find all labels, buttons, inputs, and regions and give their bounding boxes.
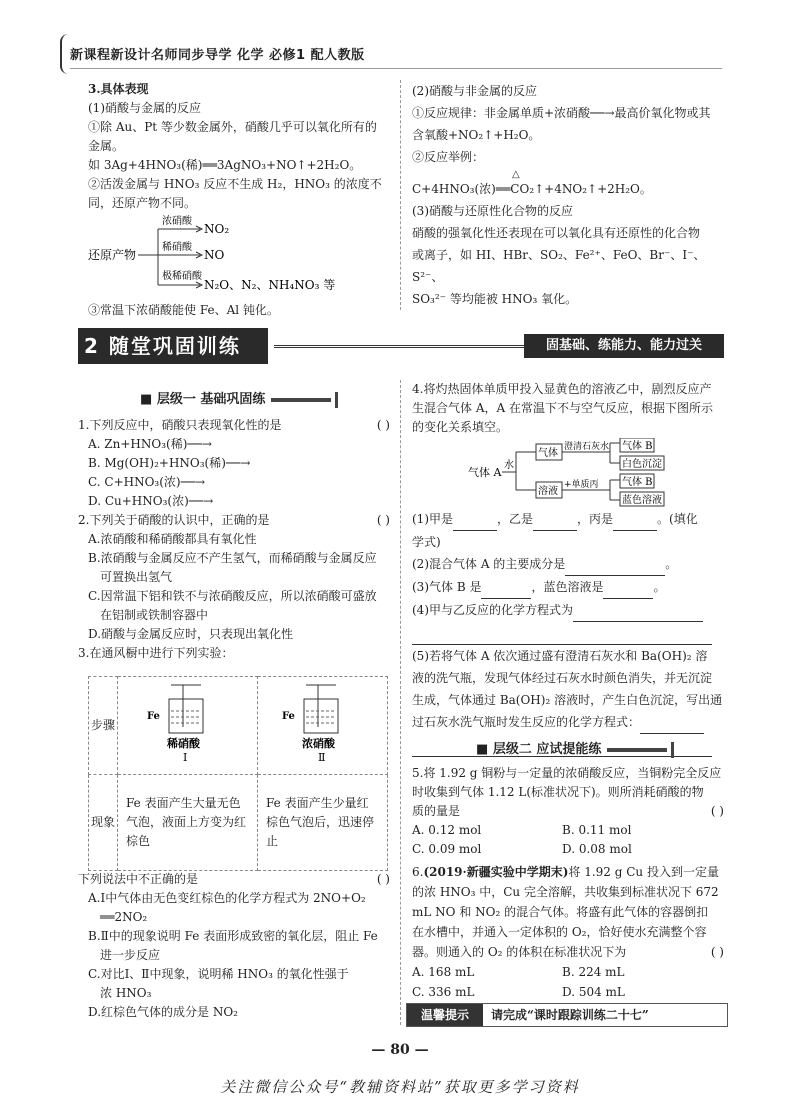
branch-product: NO₂ [204, 222, 230, 236]
q6-options-row: C. 336 mL D. 504 mL [412, 985, 625, 999]
column-divider [400, 380, 401, 1025]
flow-diagram [464, 438, 704, 508]
row-head-observation: 现象 [89, 775, 118, 871]
q4-part1-end: 学式) [412, 535, 441, 549]
text-line: (2)硝酸与非金属的反应 [412, 84, 537, 98]
fe-label: Fe [281, 710, 295, 722]
q5-line: 5.将 1.92 g 铜粉与一定量的浓硝酸反应，当铜粉完全反应 [412, 766, 722, 780]
bottom-left-column [78, 416, 390, 663]
equation-line [412, 169, 724, 200]
flow-white-precipitate: 白色沉淀 [622, 459, 662, 470]
page-number: — 80 — [371, 1042, 429, 1058]
option: C.因常温下铝和铁不与浓硝酸反应，所以浓硝酸可盛放 [88, 589, 377, 603]
experiment-number: Ⅱ [317, 750, 325, 763]
option: D.红棕色气体的成分是 NO₂ [88, 1005, 238, 1019]
q4-part5: 过石灰水洗气瓶时发生反应的化学方程式： [412, 711, 724, 734]
heading: 3.具体表现 [88, 82, 149, 96]
branch-label: 稀硝酸 [162, 242, 192, 253]
beaker-dilute-icon [143, 683, 233, 763]
top-right-column [412, 80, 724, 310]
flow-solution: 溶液 [538, 486, 558, 497]
option: ══2NO₂ [100, 910, 148, 924]
text-line: (3)硝酸与还原性化合物的反应 [412, 204, 573, 218]
acid-label: 浓硝酸 [301, 736, 335, 750]
option: 在铝制或铁制容器中 [100, 608, 209, 622]
text-line: 的变化关系填空。 [412, 420, 509, 434]
text-line: SO₃²⁻ 等均能被 HNO₃ 氧化。 [412, 292, 578, 306]
q6-line: 器。则通入的 O₂ 的体积在标准状况下为 ( ) [412, 945, 724, 959]
header-rule [70, 68, 722, 69]
reduction-products-diagram [88, 213, 388, 295]
branch-label: 浓硝酸 [162, 216, 192, 227]
question-3-stem: 3.在通风橱中进行下列实验： [78, 646, 234, 660]
observation-2: Fe 表面产生少量红棕色气泡后，迅速停止 [258, 775, 388, 871]
text-line: 或离子，如 HI、HBr、SO₂、Fe²⁺、FeO、Br⁻、I⁻、S²⁻、 [412, 248, 706, 284]
option: C.对比Ⅰ、Ⅱ中现象，说明稀 HNO₃ 的氧化性强于 [88, 967, 349, 981]
acid-label: 稀硝酸 [166, 736, 200, 750]
flow-single-c: +单质丙 [564, 480, 599, 490]
flow-gas-a: 气体 A [468, 466, 502, 479]
q4-part5: 液的洗气瓶，发现气体经过石灰水时颜色消失，并无沉淀 [412, 671, 713, 685]
q6-line: 在水槽中，并通入一定体积的 O₂，恰好使水充满整个容 [412, 925, 707, 939]
q6-line: mL NO 和 NO₂ 的混合气体。将盛有此气体的容器倒扣 [412, 905, 709, 919]
level-one-heading: ■ 层级一 基础巩固练 [140, 388, 338, 408]
q4-part5: (5)若将气体 A 依次通过盛有澄清石灰水和 Ba(OH)₂ 溶 [412, 649, 708, 663]
text-line: (1)硝酸与金属的反应 [88, 101, 201, 115]
text-line: 金属。 [88, 139, 125, 153]
text-line: ①除 Au、Pt 等少数金属外，硝酸几乎可以氧化所有的 [88, 120, 377, 134]
observation-1: Fe 表面产生大量无色气泡，液面上方变为红棕色 [118, 775, 258, 871]
section-title: 2 随堂巩固训练 [78, 328, 268, 364]
header-bracket [60, 34, 70, 74]
flow-gas: 气体 [538, 448, 558, 459]
flow-gas-b2: 气体 B [622, 477, 653, 488]
text-line: ③常温下浓硝酸能使 Fe、Al 钝化。 [88, 303, 279, 317]
experiment-number: Ⅰ [182, 750, 187, 763]
q5-line: 时收集到气体 1.12 L(标准状况下)。则所消耗硝酸的物 [412, 785, 704, 799]
option: A.Ⅰ中气体由无色变红棕色的化学方程式为 2NO+O₂ [88, 891, 366, 905]
section-banner [78, 328, 724, 364]
heat-condition: △ [512, 169, 520, 180]
experiment-2 [258, 677, 388, 775]
reminder-text: 请完成“课时跟踪训练二十七” [491, 1008, 649, 1022]
top-left-column [88, 80, 388, 320]
option: 浓 HNO₃ [100, 986, 152, 1000]
branch-product: N₂O、N₂、NH₄NO₃ 等 [204, 278, 336, 292]
row-head-steps: 步骤 [89, 677, 118, 775]
experiment-1 [118, 677, 258, 775]
bottom-right-column [412, 380, 724, 437]
option: 可置换出氢气 [100, 570, 173, 584]
q6-options-row: A. 168 mL B. 224 mL [412, 965, 625, 979]
branch-product: NO [204, 248, 225, 262]
footer-note: 关注微信公众号“教辅资料站”获取更多学习资料 [220, 1078, 580, 1096]
reminder-box [406, 1003, 728, 1027]
option: B.浓硝酸与金属反应不产生氢气，而稀硝酸与金属反应 [88, 551, 377, 565]
flow-water: 水 [504, 460, 514, 471]
question-1-stem: 1.下列反应中，硝酸只表现氧化性的是 ( ) [78, 418, 390, 432]
text-line: 如 3Ag+4HNO₃(稀)══3AgNO₃+NO↑+2H₂O。 [88, 158, 362, 172]
text-line: ②活泼金属与 HNO₃ 反应不生成 H₂，HNO₃ 的浓度不 [88, 177, 382, 191]
text-line: ②反应举例： [412, 150, 485, 164]
q5-options-row: C. 0.09 mol D. 0.08 mol [412, 842, 632, 856]
page-header: 新课程新设计名师同步导学 化学 必修1 配人教版 [70, 48, 365, 63]
beaker-conc-icon [278, 683, 368, 763]
option: A.浓硝酸和稀硝酸都具有氧化性 [88, 532, 257, 546]
flow-gas-b: 气体 B [622, 441, 653, 452]
experiment-table [88, 676, 388, 871]
column-divider [400, 80, 401, 310]
text-line: 同，还原产物不同。 [88, 196, 197, 210]
diagram-root: 还原产物 [88, 248, 137, 262]
fe-label: Fe [146, 710, 160, 722]
text-line: 4.将灼热固体单质甲投入显黄色的溶液乙中，剧烈反应产 [412, 382, 712, 396]
branch-label: 极稀硝酸 [162, 271, 202, 282]
equation: C+4HNO₃(浓)══CO₂↑+4NO₂↑+2H₂O。 [412, 182, 652, 196]
q4-part3: (3)气体 B 是 ，蓝色溶液是 。 [412, 576, 724, 599]
text-line: 生混合气体 A，A 在常温下不与空气反应，根据下图所示 [412, 401, 713, 415]
q5-block [412, 764, 724, 859]
q4-part1: (1)甲是 ，乙是 ，丙是 。(填化 [412, 508, 724, 531]
level-one-label: 层级一 基础巩固练 [156, 392, 266, 407]
answer-line [412, 622, 724, 645]
section-tag: 固基础、练能力、能力过关 [524, 334, 724, 358]
q6-line: 6.(2019·新疆实验中学期末)将 1.92 g Cu 投入到一定量 [412, 865, 719, 879]
q5-options-row: A. 0.12 mol B. 0.11 mol [412, 823, 632, 837]
question-2-stem: 2.下列关于硝酸的认识中，正确的是 ( ) [78, 513, 390, 527]
option: B.Ⅱ中的现象说明 Fe 表面形成致密的氧化层，阻止 Fe [88, 929, 378, 943]
text-line: 硝酸的强氧化性还表现在可以氧化具有还原性的化合物 [412, 226, 701, 240]
flow-blue-solution: 蓝色溶液 [622, 495, 662, 506]
flow-lime: 澄清石灰水 [564, 442, 610, 452]
q6-block [412, 862, 724, 1002]
level-two-label: 层级二 应试提能练 [492, 742, 602, 757]
q4-part4: (4)甲与乙反应的化学方程式为 [412, 599, 724, 622]
text-line: 含氧酸+NO₂↑+H₂O。 [412, 128, 541, 142]
text-line: ①反应规律：非金属单质+浓硝酸──→最高价氧化物或其 [412, 106, 711, 120]
reminder-tag: 温馨提示 [407, 1004, 483, 1026]
option: D. Cu+HNO₃(浓)──→ [88, 494, 214, 508]
q6-line: 的浓 HNO₃ 中，Cu 完全溶解，共收集到标准状况下 672 [412, 885, 719, 899]
q5-line: 质的量是 ( ) [412, 804, 724, 818]
q4-subquestions [412, 508, 724, 757]
option: B. Mg(OH)₂+HNO₃(稀)──→ [88, 456, 251, 470]
option: D.硝酸与金属反应时，只表现出氧化性 [88, 627, 294, 641]
q4-part2: (2)混合气体 A 的主要成分是 。 [412, 553, 724, 576]
option: C. C+HNO₃(浓)──→ [88, 475, 206, 489]
q4-part5: 生成，气体通过 Ba(OH)₂ 溶液时，产生白色沉淀，写出通 [412, 693, 723, 707]
q3-options [78, 870, 390, 1022]
level-two-heading: ■ 层级二 应试提能练 [476, 738, 674, 758]
option: A. Zn+HNO₃(稀)──→ [88, 437, 212, 451]
q3-ask: 下列说法中不正确的是 ( ) [78, 872, 390, 886]
option: 进一步反应 [100, 948, 161, 962]
